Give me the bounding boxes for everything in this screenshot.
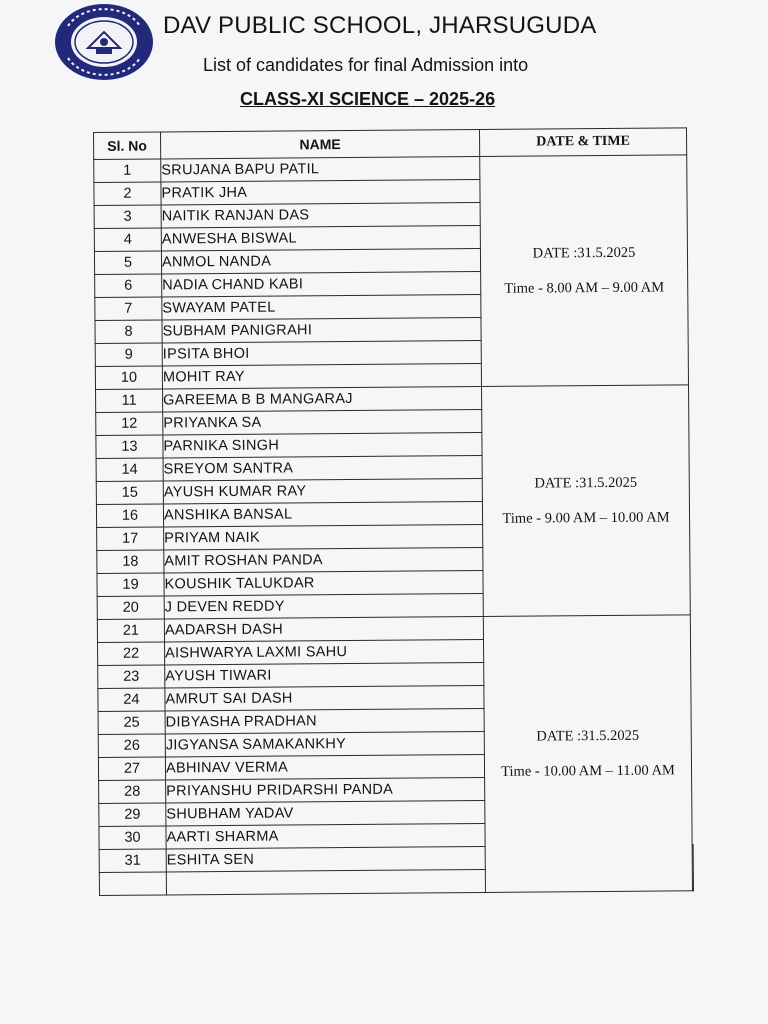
serial-number-cell: 23 [98,665,165,689]
candidate-name-cell: J DEVEN REDDY [164,593,483,619]
serial-number-cell: 19 [97,573,164,597]
serial-number-cell: 13 [96,435,163,459]
school-name: DAV PUBLIC SCHOOL, JHARSUGUDA [163,12,597,39]
serial-number-cell: 29 [99,803,166,827]
candidate-name-cell: PRATIK JHA [161,179,480,205]
candidate-name-cell: SUBHAM PANIGRAHI [162,317,481,343]
candidate-name-cell: ANWESHA BISWAL [161,225,480,251]
serial-number-cell: 16 [96,504,163,528]
date-time-slot-cell [482,385,691,617]
candidate-name-cell: SREYOM SANTRA [163,455,482,481]
serial-number-cell: 15 [96,481,163,505]
candidate-name-cell: JIGYANSA SAMAKANKHY [165,731,484,757]
serial-number-cell: 4 [94,228,161,252]
table-row [96,385,690,413]
candidate-name-cell: DIBYASHA PRADHAN [165,708,484,734]
serial-number-cell: 24 [98,688,165,712]
table-row [97,615,691,643]
candidate-name-cell: PARNIKA SINGH [163,432,482,458]
candidate-name-cell: AISHWARYA LAXMI SAHU [165,639,484,665]
column-header-sl-no: Sl. No [94,132,161,160]
candidate-name-cell: PRIYAM NAIK [164,524,483,550]
serial-number-cell: 2 [94,182,161,206]
serial-number-cell: 28 [99,780,166,804]
serial-number-cell: 9 [95,343,162,367]
candidate-name-cell: ABHINAV VERMA [165,754,484,780]
serial-number-cell: 30 [99,826,166,850]
serial-number-cell: 26 [98,734,165,758]
serial-number-cell: 20 [97,596,164,620]
class-title: CLASS-XI SCIENCE – 2025-26 [240,89,496,109]
empty-serial-cell [99,872,166,896]
serial-number-cell: 21 [97,619,164,643]
candidate-name-cell: IPSITA BHOI [162,340,481,366]
candidate-name-cell: ESHITA SEN [166,846,485,872]
serial-number-cell: 31 [99,849,166,873]
slot-time: Time - 10.00 AM – 11.00 AM [501,761,675,780]
candidate-name-cell: PRIYANSHU PRIDARSHI PANDA [166,777,485,803]
serial-number-cell: 8 [95,320,162,344]
serial-number-cell: 14 [96,458,163,482]
candidate-name-cell: SHUBHAM YADAV [166,800,485,826]
candidate-name-cell: AYUSH KUMAR RAY [163,478,482,504]
candidate-name-cell: PRIYANKA SA [163,409,482,435]
serial-number-cell: 6 [95,274,162,298]
date-time-slot-cell [480,155,689,387]
slot-date: DATE :31.5.2025 [534,474,638,492]
column-header-date-time: DATE & TIME [479,128,686,157]
candidate-name-cell: MOHIT RAY [162,363,481,389]
candidate-name-cell: AADARSH DASH [164,616,483,642]
serial-number-cell: 25 [98,711,165,735]
serial-number-cell: 1 [94,159,161,183]
serial-number-cell: 22 [98,642,165,666]
candidate-name-cell: AARTI SHARMA [166,823,485,849]
serial-number-cell: 5 [94,251,161,275]
slot-time: Time - 9.00 AM – 10.00 AM [502,508,670,527]
candidate-name-cell: ANMOL NANDA [161,248,480,274]
candidates-table [93,127,694,896]
column-header-name: NAME [161,129,480,159]
serial-number-cell: 10 [95,366,162,390]
serial-number-cell: 18 [97,550,164,574]
date-time-slot-cell [692,845,693,891]
candidate-name-cell: AMIT ROSHAN PANDA [164,547,483,573]
slot-date: DATE :31.5.2025 [536,727,640,745]
serial-number-cell: 7 [95,297,162,321]
school-logo [52,2,156,82]
serial-number-cell: 27 [98,757,165,781]
candidate-name-cell: ANSHIKA BANSAL [163,501,482,527]
serial-number-cell: 11 [96,389,163,413]
candidate-name-cell: GAREEMA B B MANGARAJ [163,386,482,412]
table-row [94,155,688,183]
candidate-name-cell: KOUSHIK TALUKDAR [164,570,483,596]
empty-name-cell [166,869,485,895]
candidate-name-cell: SRUJANA BAPU PATIL [161,156,480,182]
slot-date: DATE :31.5.2025 [532,244,636,262]
serial-number-cell: 3 [94,205,161,229]
serial-number-cell: 17 [97,527,164,551]
candidate-name-cell: SWAYAM PATEL [162,294,481,320]
candidate-name-cell: AYUSH TIWARI [165,662,484,688]
candidate-name-cell: AMRUT SAI DASH [165,685,484,711]
candidate-name-cell: NAITIK RANJAN DAS [161,202,480,228]
slot-time: Time - 8.00 AM – 9.00 AM [504,279,665,297]
date-time-slot-cell [483,615,692,893]
serial-number-cell: 12 [96,412,163,436]
candidate-name-cell: NADIA CHAND KABI [162,271,481,297]
list-subtitle: List of candidates for final Admission into [203,55,529,75]
